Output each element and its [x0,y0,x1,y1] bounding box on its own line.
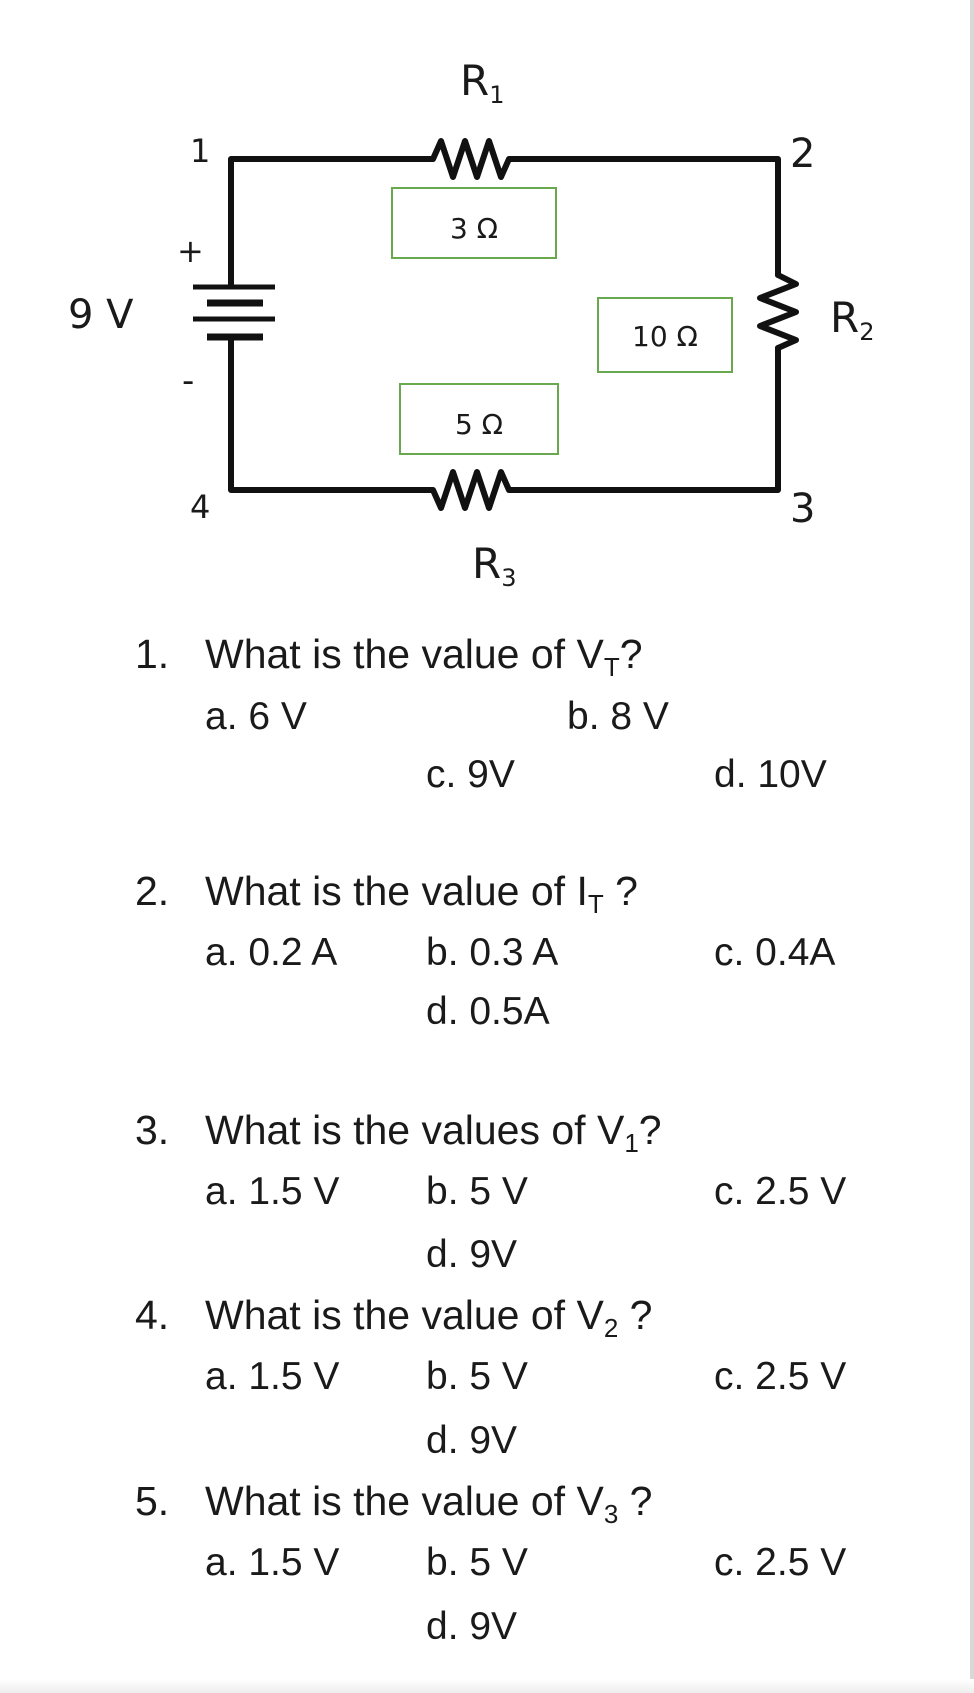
q5-option-c[interactable]: c. 2.5 V [714,1541,847,1584]
right-edge-border [970,0,974,1693]
question-text: What is the value of V [205,1292,604,1338]
question-2: 2. What is the value of $I_T$ ? [135,868,638,919]
question-number: 2. [135,868,170,914]
q5-option-a[interactable]: a. 1.5 V [205,1541,340,1584]
question-number: 5. [135,1478,170,1524]
q5-option-b[interactable]: b. 5 V [426,1541,528,1584]
q1-option-b[interactable]: b. 8 V [567,695,669,738]
node-4: 4 [190,488,211,526]
source-label: 9 V [68,292,134,338]
question-3: 3. What is the values of $V_1$? [135,1107,662,1158]
node-2: 2 [790,131,816,177]
question-number: 1. [135,631,170,677]
question-subscript: T [603,652,620,682]
question-subscript: 3 [603,1499,619,1529]
q3-option-a[interactable]: a. 1.5 V [205,1170,340,1213]
question-5: 5. What is the value of $V_3$ ? [135,1478,653,1529]
q2-option-d[interactable]: d. 0.5A [426,990,550,1033]
r1-value: 3 Ω [449,212,499,245]
r2-resistor [760,275,796,348]
question-subscript: 1 [624,1128,639,1158]
q4-option-a[interactable]: a. 1.5 V [205,1355,340,1398]
q3-option-b[interactable]: b. 5 V [426,1170,528,1213]
q1-option-a[interactable]: a. 6 V [205,695,307,738]
q1-option-c[interactable]: c. 9V [426,753,515,796]
question-4: 4. What is the value of $V_2$ ? [135,1292,653,1343]
question-text: What is the value of V [205,631,604,677]
question-subscript: 2 [603,1313,619,1343]
question-subscript: T [587,889,604,919]
node-3: 3 [790,486,816,532]
question-text: What is the value of I [205,868,588,914]
circuit-diagram [0,0,974,600]
r3-value: 5 Ω [454,408,504,441]
q3-option-d[interactable]: d. 9V [426,1233,518,1276]
bottom-fade [0,1679,974,1693]
q2-option-c[interactable]: c. 0.4A [714,931,836,974]
q4-option-c[interactable]: c. 2.5 V [714,1355,847,1398]
r1-label: R1 [460,56,505,109]
r2-value: 10 Ω [632,320,698,353]
q1-option-d[interactable]: d. 10V [714,753,827,796]
q3-option-c[interactable]: c. 2.5 V [714,1170,847,1213]
q4-option-d[interactable]: d. 9V [426,1419,518,1462]
question-text: What is the value of V [205,1478,604,1524]
question-number: 4. [135,1292,170,1338]
r2-label: R2 [830,293,875,346]
q4-option-b[interactable]: b. 5 V [426,1355,528,1398]
q2-option-a[interactable]: a. 0.2 A [205,931,338,974]
q2-option-b[interactable]: b. 0.3 A [426,931,559,974]
r3-label: R3 [472,539,517,592]
q5-option-d[interactable]: d. 9V [426,1605,518,1648]
minus-sign: - [182,361,195,401]
question-number: 3. [135,1107,170,1153]
question-1: 1. What is the value of $V_T$? [135,631,643,682]
node-1: 1 [190,132,211,170]
plus-sign: + [177,232,204,270]
question-text: What is the values of V [205,1107,625,1153]
battery-9v [193,287,275,337]
